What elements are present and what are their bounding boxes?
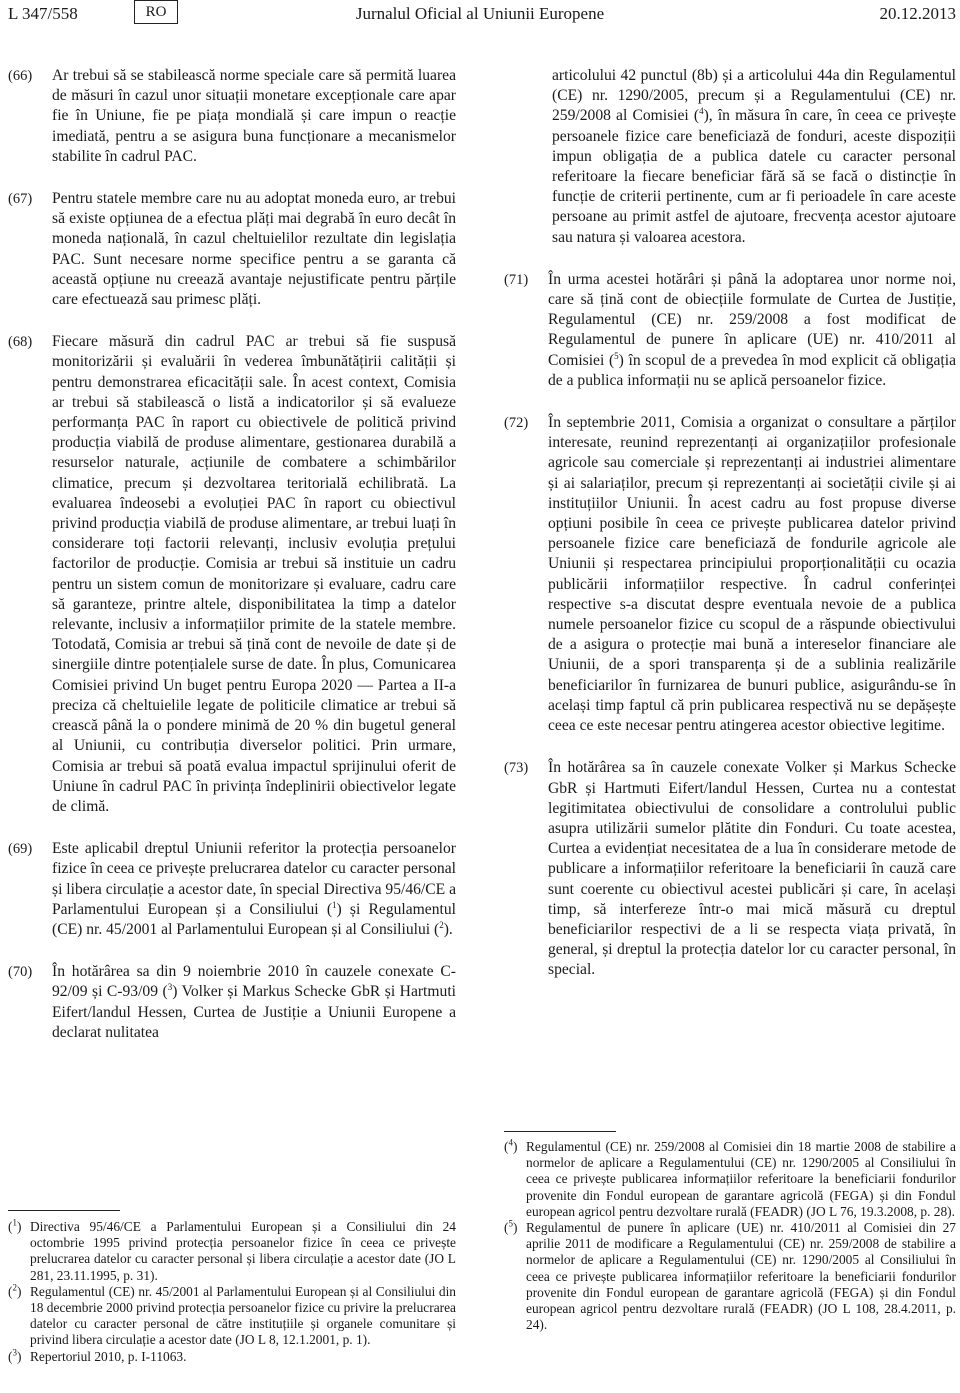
recital-73: [504, 758, 956, 980]
footnote-1: ($^1$) Directiva 95/46/CE a Parlamentului European și a Consiliului din 24 octombrie 1995 privind protecția persoanelor fizice în ceea ce privește prelucrarea datelor cu caracter personal și libera circulație a acestor date (JO L 281, 23.11.1995, p. 31).: [8, 1217, 456, 1283]
recital-text: În urma acestei hotărâri și până la adoptarea unor norme noi, care să țină cont de obiecțiile formulate de Curtea de Justiție, Regulamentul (CE) nr. 259/2008 a fost modificat de Regulamentul de punere în aplicare (UE) nr. 410/2011 al Comisiei ($^5$) în scopul de a prevedea în mod explicit că obligația de a publica informații nu se aplică persoanelor fizice.: [548, 270, 957, 389]
page-header: [0, 0, 960, 28]
page-reference: L 347/558: [8, 4, 78, 23]
right-column: [504, 66, 956, 981]
recital-71: [504, 270, 956, 391]
footnote-ref[interactable]: 4: [699, 106, 704, 117]
footnote-text: Repertoriul 2010, p. I-11063.: [30, 1348, 187, 1364]
recital-text: Pentru statele membre care nu au adoptat moneda euro, ar trebui să existe opțiunea de a efectua plăți mai degrabă în euro decât în moneda națională, în cazul cheltuielilor rezultate din legislația PAC. Sunt necesare norme specifice pentru a se garanta că această opțiune nu creează avantaje nejustificate pentru părțile care efectuează sau primesc plăți.: [52, 190, 456, 309]
recital-text: În hotărârea sa în cauzele conexate Volker și Markus Schecke GbR și Hartmuti Eifert/landul Hessen, Curtea nu a contestat legitimitatea obiectivului de consolidare a controlului public asupra utilizării sumelor plătite din Fonduri. Cu toate acestea, Curtea a evidențiat necesitatea de a lua în considerare metode de publicare a informațiilor referitoare la beneficiarii în cauză care sunt coerente cu obiectivul acestei publicări și care, în același timp, să interfereze într-o mai mică măsură cu dreptul beneficiarilor respectivi de a li se respecta viața privată, în general, și dreptul la protecția datelor lor cu caracter personal, în special.: [548, 759, 956, 979]
left-column: [8, 66, 456, 1043]
journal-title: Jurnalul Oficial al Uniunii Europene: [355, 4, 605, 23]
recital-text: Ar trebui să se stabilească norme speciale care să permită luarea de măsuri în cazul unor situații monetare excepționale care apar fie în Uniune, fie pe piața mondială și care impun o reacție imediată, pentru a se asigura buna funcționare a mecanismelor stabilite în cadrul PAC.: [52, 67, 456, 165]
recital-68: [8, 332, 456, 817]
recital-text: Este aplicabil dreptul Uniunii referitor la protecția persoanelor fizice în ceea ce privește prelucrarea datelor cu caracter personal și libera circulație a acestor date, în special Directiva 95/46/CE a Parlamentului European și a Consiliului ($^1$) și Regulamentul (CE) nr. 45/2001 al Parlamentului European și al Consiliului ($^2$).: [52, 840, 456, 938]
footnote-text: Directiva 95/46/CE a Parlamentului European și a Consiliului din 24 octombrie 1995 privind protecția persoanelor fizice în ceea ce privește prelucrarea datelor cu caracter personal și libera circulație a acestor date (JO L 281, 23.11.1995, p. 31).: [30, 1219, 456, 1283]
footnote-text: Regulamentul (CE) nr. 45/2001 al Parlamentului European și al Consiliului din 18 decembrie 2000 privind protecția persoanelor fizice cu privire la prelucrarea datelor cu caracter personal de către instituțiile și organele comunitare și privind libera circulație a acestor date (JO L 8, 12.1.2001, p. 1).: [30, 1283, 456, 1348]
recital-66: [8, 66, 456, 167]
recital-number: (69): [8, 841, 33, 858]
footnote-2: ($^2$) Regulamentul (CE) nr. 45/2001 al Parlamentului European și al Consiliului din 18 decembrie 2000 privind protecția persoanelor fizice cu privire la prelucrarea datelor cu caracter personal de către instituțiile și organele comunitare și privind libera circulație a acestor date (JO L 8, 12.1.2001, p. 1).: [8, 1282, 456, 1348]
recital-text: În hotărârea sa din 9 noiembrie 2010 în cauzele conexate C-92/09 și C-93/09 ($^3$) Volker și Markus Schecke GbR și Hartmuti Eifert/landul Hessen, Curtea de Justiție a Uniunii Europene a declarat nulitatea: [52, 963, 456, 1041]
footnotes-right: [504, 1139, 956, 1333]
footnote-3: ($^3$) Repertoriul 2010, p. I-11063.: [8, 1349, 456, 1365]
recital-number: (73): [504, 760, 529, 777]
footnote-5: ($^5$) Regulamentul de punere în aplicare (UE) nr. 410/2011 al Comisiei din 27 aprilie 2011 de modificare a Regulamentului (CE) nr. 259/2008 de stabilire a normelor de aplicare a Regulamentului (CE) nr. 1290/2005 al Consiliului în ceea ce privește publicarea informațiilor referitoare la beneficiarii fondurilor provenite din Fondul european de garantare agricolă (FEGA) și din Fondul european agricol pentru dezvoltare rurală (FEADR) (JO L 108, 28.4.2011, p. 24).: [504, 1218, 956, 1333]
recital-67: [8, 189, 456, 310]
recital-number: (70): [8, 964, 33, 981]
recital-number: (72): [504, 415, 529, 432]
footnote-4: ($^4$) Regulamentul (CE) nr. 259/2008 al Comisiei din 18 martie 2008 de stabilire a normelor de aplicare a Regulamentului (CE) nr. 1290/2005 al Consiliului în ceea ce privește publicarea informațiilor referitoare la beneficiarii fondurilor provenite din Fondul european de garantare agricolă (FEGA) și din Fondul european agricol pentru dezvoltare rurală (FEADR) (JO L 76, 19.3.2008, p. 28).: [504, 1137, 956, 1219]
recital-69: [8, 839, 456, 940]
footnote-ref[interactable]: 3: [167, 982, 173, 993]
footnotes-left: [8, 1219, 456, 1365]
footnote-ref[interactable]: 2: [439, 919, 444, 930]
footnote-text: Regulamentul (CE) nr. 259/2008 al Comisiei din 18 martie 2008 de stabilire a normelor de aplicare a Regulamentului (CE) nr. 1290/2005 al Consiliului în ceea ce privește publicarea informațiilor referitoare la beneficiarii fondurilor provenite din Fondul european de garantare agricolă (FEGA) și din Fondul european agricol pentru dezvoltare rurală (FEADR) (JO L 76, 19.3.2008, p. 28).: [526, 1139, 956, 1219]
footnote-ref[interactable]: 1: [332, 899, 337, 910]
footnote-ref[interactable]: 5: [614, 350, 619, 361]
recital-number: (68): [8, 334, 33, 351]
recital-number: (66): [8, 68, 33, 84]
recital-number: (71): [504, 271, 529, 288]
recital-number: (67): [8, 191, 33, 208]
footnote-rule-right: [504, 1131, 616, 1132]
footnote-rule-left: [8, 1210, 120, 1211]
footnote-text: Regulamentul de punere în aplicare (UE) nr. 410/2011 al Comisiei din 27 aprilie 2011 de modificare a Regulamentului (CE) nr. 259/2008 de stabilire a normelor de aplicare a Regulamentului (CE) nr. 1290/2005 al Consiliului în ceea ce privește publicarea informațiilor referitoare la beneficiarii fondurilor provenite din Fondul european de garantare agricolă (FEGA) și din Fondul european agricol pentru dezvoltare rurală (FEADR) (JO L 108, 28.4.2011, p. 24).: [526, 1220, 956, 1333]
recital-70-continuation: articolului 42 punctul (8b) și a articolului 44a din Regulamentul (CE) nr. 1290/2005, precum și a Regulamentului (CE) nr. 259/2008 al Comisiei ($^4$), în măsura în care, în ceea ce privește persoanele fizice care beneficiază de fonduri, aceste dispoziții impun obligația de a publica datele cu caracter personal referitoare la fiecare beneficiar fără să se facă o distincție în funcție de criterii pertinente, cum ar fi perioadele în care aceste persoane au primit astfel de ajutoare, frecvența acestor ajutoare sau natura și valoarea acestora.: [552, 67, 956, 246]
publication-date: 20.12.2013: [879, 4, 956, 23]
recital-72: [504, 413, 956, 736]
recital-70: [8, 962, 456, 1043]
recital-text: În septembrie 2011, Comisia a organizat o consultare a părților interesate, reunind reprezentanți ai organizațiilor profesionale agricole sau comerciale și reprezentanți ai industriei alimentare și ai salariaților, precum și reprezentanți ai societății civile și ai instituțiilor Uniunii. În acest cadru au fost propuse diverse opțiuni posibile în ceea ce privește publicarea datelor privind persoanele fizice care beneficiază de fondurile agricole ale Uniunii și respectarea principiului proporționalității cu ocazia publicării informațiilor respective. În cadrul conferinței respective s-a discutat despre eventuala nevoie de a publica numele persoanelor fizice cu scopul de a răspunde obiectivului de a asigura o protecție mai bună a intereselor financiare ale Uniunii, de a spori transparența și de a sublinia realizările beneficiarilor în furnizarea de bunuri publice, asigurându-se în același timp faptul că prin publicarea respectivă nu se depășește ceea ce este necesar pentru atingerea acestor obiective legitime.: [548, 414, 956, 735]
language-badge: RO: [134, 0, 178, 24]
recital-text: Fiecare măsură din cadrul PAC ar trebui să fie suspusă monitorizării și evaluării în vederea îmbunătățirii calității și pentru demonstrarea eficacității sale. În acest context, Comisia ar trebui să stabilească o listă a indicatorilor și să evalueze performanța PAC în raport cu obiectivele de politică privind producția viabilă de produse alimentare, gestionarea durabilă a resurselor naturale, acțiunile de combatere a schimbărilor climatice, precum și dezvoltarea teritorială echilibrată. La evaluarea îndeosebi a evoluției PAC în raport cu obiectivul privind producția viabilă de produse alimentare, ar trebui luați în considerare toți factorii relevanți, inclusiv evoluția prețului factorilor de producție. Comisia ar trebui să instituie un cadru pentru un sistem comun de monitorizare și evaluare, cadru care să garanteze, printre altele, disponibilitatea la timp a datelor relevante, inclusiv a informațiilor primite de la statele membre. Totodată, Comisia ar trebui să țină cont de nevoile de date și de sinergiile dintre potențialele surse de date. În plus, Comunicarea Comisiei privind Un buget pentru Europa 2020 — Partea a II-a preciza că cheltuielile legate de politicile climatice ar trebui să crească până la o pondere minimă de 20 % din bugetul general al Uniunii, cu contribuția diverselor politici. Prin urmare, Comisia ar trebui să poată evalua impactul sprijinului oferit de Uniune în cadrul PAC în privința îndeplinirii obiectivelor legate de climă.: [52, 333, 456, 815]
